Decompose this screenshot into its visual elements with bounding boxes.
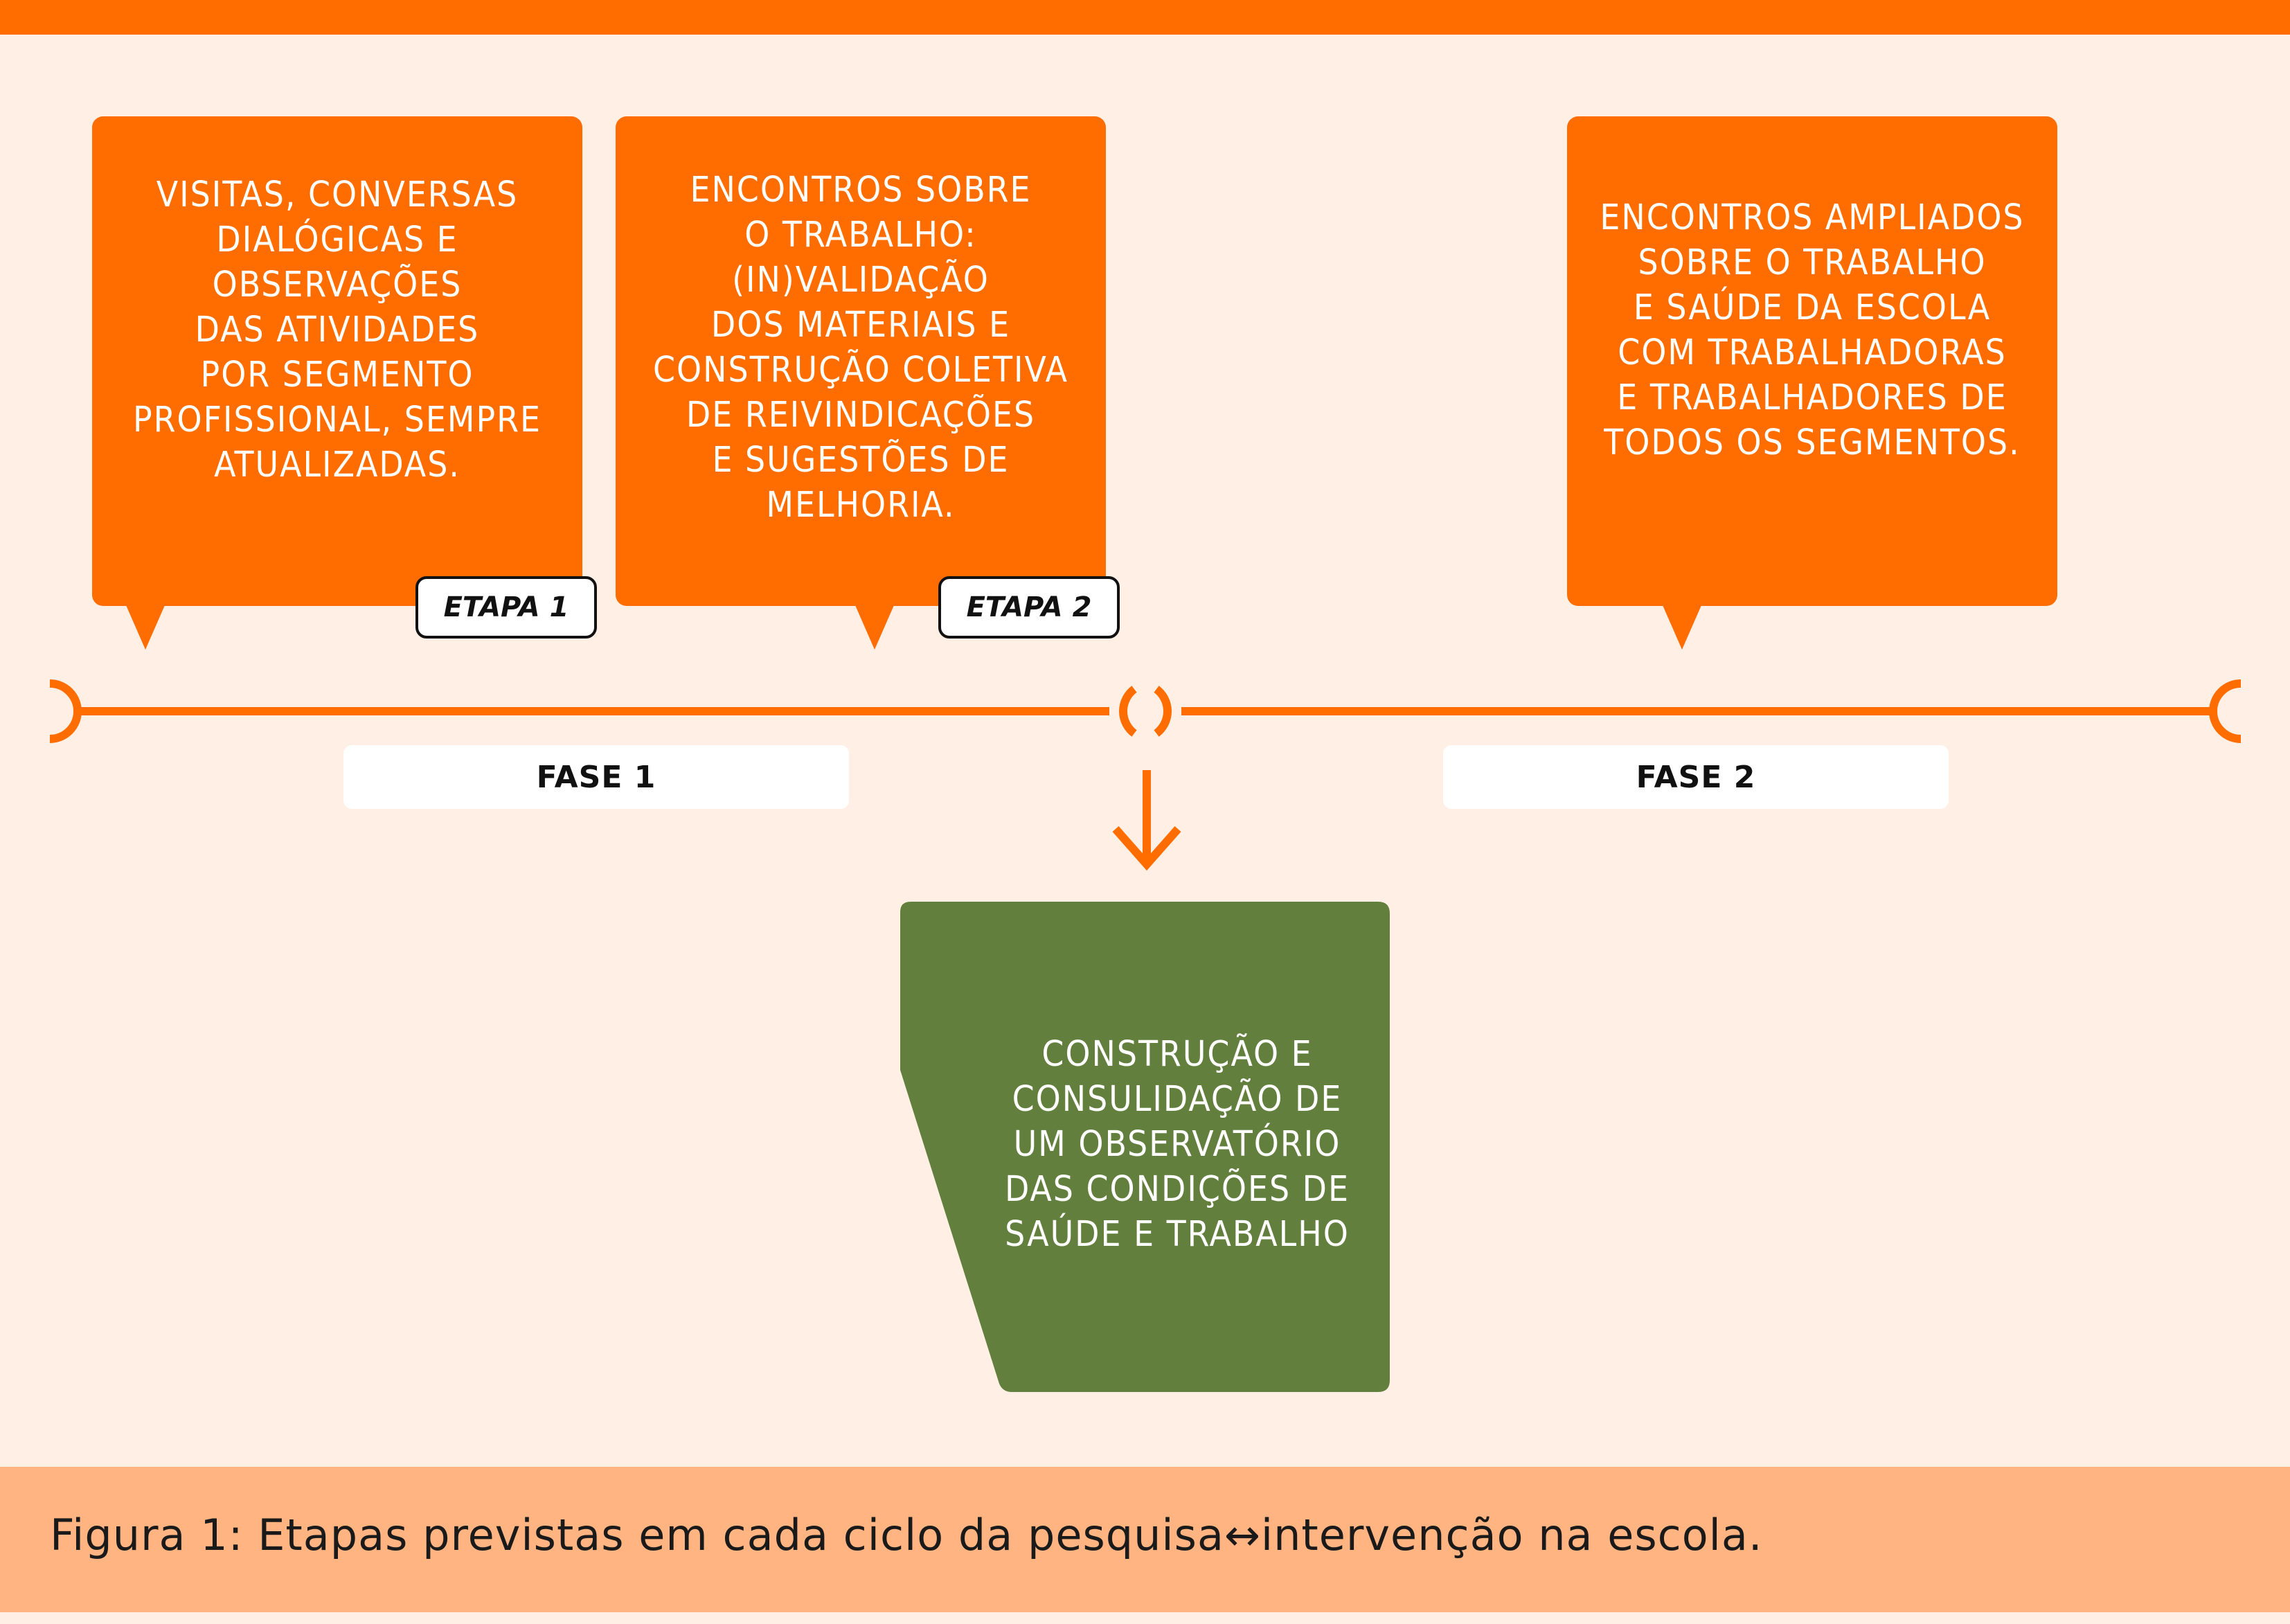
result-box-text: CONSTRUÇÃO E CONSULIDAÇÃO DE UM OBSERVATÓRIO DAS CONDIÇÕES DE SAÚDE E TRABALHO xyxy=(1004,1034,1350,1255)
etapa-1-label: ETAPA 1 xyxy=(415,576,597,639)
callout-fase-2-text: ENCONTROS AMPLIADOS SOBRE O TRABALHO E SAÚDE DA ESCOLA COM TRABALHADORAS E TRABALHADORES DE TODOS OS SEGMENTOS. xyxy=(1600,197,2025,463)
timeline-mid-marker-left xyxy=(1123,689,1134,733)
fase-1-label: FASE 1 xyxy=(343,745,849,809)
etapa-2-label: ETAPA 2 xyxy=(938,576,1120,639)
timeline-mid-marker-right xyxy=(1156,689,1168,733)
callout-etapa-2-text: ENCONTROS SOBRE O TRABALHO: (IN)VALIDAÇÃO DOS MATERIAIS E CONSTRUÇÃO COLETIVA DE REIVINDICAÇÕES E SUGESTÕES DE MELHORIA. xyxy=(652,169,1069,526)
callout-etapa-1-text: VISITAS, CONVERSAS DIALÓGICAS E OBSERVAÇÕES DAS ATIVIDADES POR SEGMENTO PROFISSIONAL, SEMPRE ATUALIZADAS. xyxy=(132,175,542,485)
timeline-end-marker xyxy=(2213,684,2241,739)
figure-caption: Figura 1: Etapas previstas em cada ciclo da pesquisa↔intervenção na escola. xyxy=(50,1510,1763,1560)
timeline-start-marker xyxy=(50,684,78,739)
fase-2-label: FASE 2 xyxy=(1443,745,1949,809)
